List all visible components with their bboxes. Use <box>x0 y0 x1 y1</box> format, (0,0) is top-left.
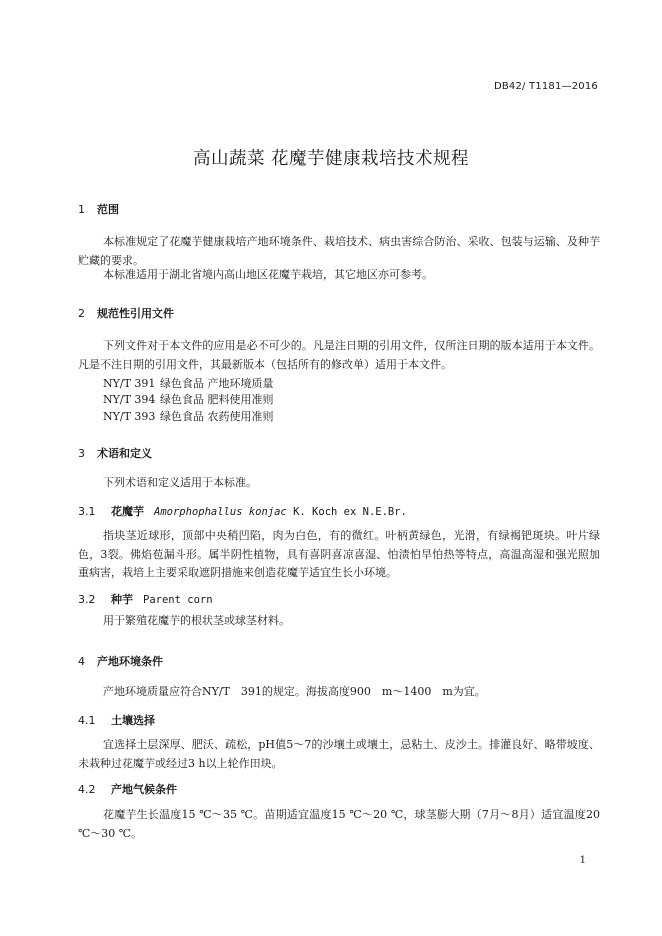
section-2-paragraph-1: 下列文件对于本文件的应用是必不可少的。凡是注日期的引用文件，仅所注日期的版本适用于本文件。凡是不注日期的引用文件，其最新版本（包括所有的修改单）适用于本文件。 <box>78 339 600 371</box>
reference-code: NY/T 393 <box>103 410 156 423</box>
document-id: DB42/ T1181—2016 <box>493 81 598 92</box>
reference-code: NY/T 394 <box>103 393 156 406</box>
term-number: 3.2 <box>78 593 96 606</box>
term-english-name: Parent corn <box>143 594 213 606</box>
section-4-2-heading <box>78 781 177 797</box>
term-latin-name <box>154 506 407 518</box>
latin-author: K. Koch ex N.E.Br. <box>293 506 407 518</box>
subsection-number: 4.1 <box>78 714 96 727</box>
section-4-2-paragraph: 花魔芋生长温度15 ℃～35 ℃。苗期适宜温度15 ℃～20 ℃，球茎膨大期（7月～8月）适宜温度20 ℃～30 ℃。 <box>78 808 600 840</box>
reference-name: 绿色食品 农药使用准则 <box>160 410 274 423</box>
subsection-title: 土壤选择 <box>111 714 155 727</box>
term-3-2-definition: 用于繁殖花魔芋的根状茎或球茎材料。 <box>103 614 290 627</box>
reference-item <box>103 391 274 407</box>
page-title: 高山蔬菜 花魔芋健康栽培技术规程 <box>192 149 470 169</box>
section-number: 1 <box>78 203 85 216</box>
section-4-1-paragraph: 宜选择土层深厚、肥沃、疏松，pH值5～7的沙壤土或壤土，忌粘土、皮沙土。排灌良好、略带坡度、未栽种过花魔芋或经过3 h以上轮作田块。 <box>78 738 600 770</box>
subsection-title: 产地气候条件 <box>111 783 177 796</box>
term-title: 花魔芋 <box>111 505 144 518</box>
reference-code: NY/T 391 <box>103 377 156 390</box>
section-3-heading <box>78 445 152 461</box>
page-number: 1 <box>579 855 586 866</box>
section-number: 4 <box>78 655 85 668</box>
term-number: 3.1 <box>78 505 96 518</box>
term-3-2-heading <box>78 591 213 607</box>
term-title: 种芋 <box>111 593 133 606</box>
reference-name: 绿色食品 产地环境质量 <box>160 377 274 390</box>
term-3-1-definition: 指块茎近球形，顶部中央稍凹陷，肉为白色，有的微红。叶柄黄绿色，光滑，有绿褐钯斑块。叶片绿色，3裂。佛焰苞漏斗形。属半阴性植物，具有喜阴喜凉喜湿、怕渍怕旱怕热等特点，高温高湿和强光照加重病害，栽培上主要采取遮阴措施来创造花魔芋适宜生长小环境。 <box>78 529 600 579</box>
reference-item <box>103 408 274 424</box>
section-1-paragraph-2: 本标准适用于湖北省境内高山地区花魔芋栽培，其它地区亦可参考。 <box>103 268 433 281</box>
section-4-paragraph-1: 产地环境质量应符合NY/T 391的规定。海拔高度900 m～1400 m为宜。 <box>103 685 486 698</box>
section-3-paragraph-1: 下列术语和定义适用于本标准。 <box>103 476 257 489</box>
section-4-1-heading <box>78 712 155 728</box>
section-1-heading <box>78 201 119 217</box>
section-title: 范围 <box>97 203 119 216</box>
reference-item <box>103 375 274 391</box>
section-2-heading <box>78 305 174 321</box>
section-1-paragraph-1: 本标准规定了花魔芋健康栽培产地环境条件、栽培技术、病虫害综合防治、采收、包装与运输、及种芋贮藏的要求。 <box>78 235 600 267</box>
section-4-heading <box>78 653 163 669</box>
section-number: 3 <box>78 447 85 460</box>
section-number: 2 <box>78 307 85 320</box>
subsection-number: 4.2 <box>78 783 96 796</box>
latin-binomial: Amorphophallus konjac <box>154 506 287 518</box>
section-title: 术语和定义 <box>97 447 152 460</box>
term-3-1-heading <box>78 503 407 519</box>
reference-name: 绿色食品 肥料使用准则 <box>160 393 274 406</box>
section-title: 产地环境条件 <box>97 655 163 668</box>
section-title: 规范性引用文件 <box>97 307 174 320</box>
